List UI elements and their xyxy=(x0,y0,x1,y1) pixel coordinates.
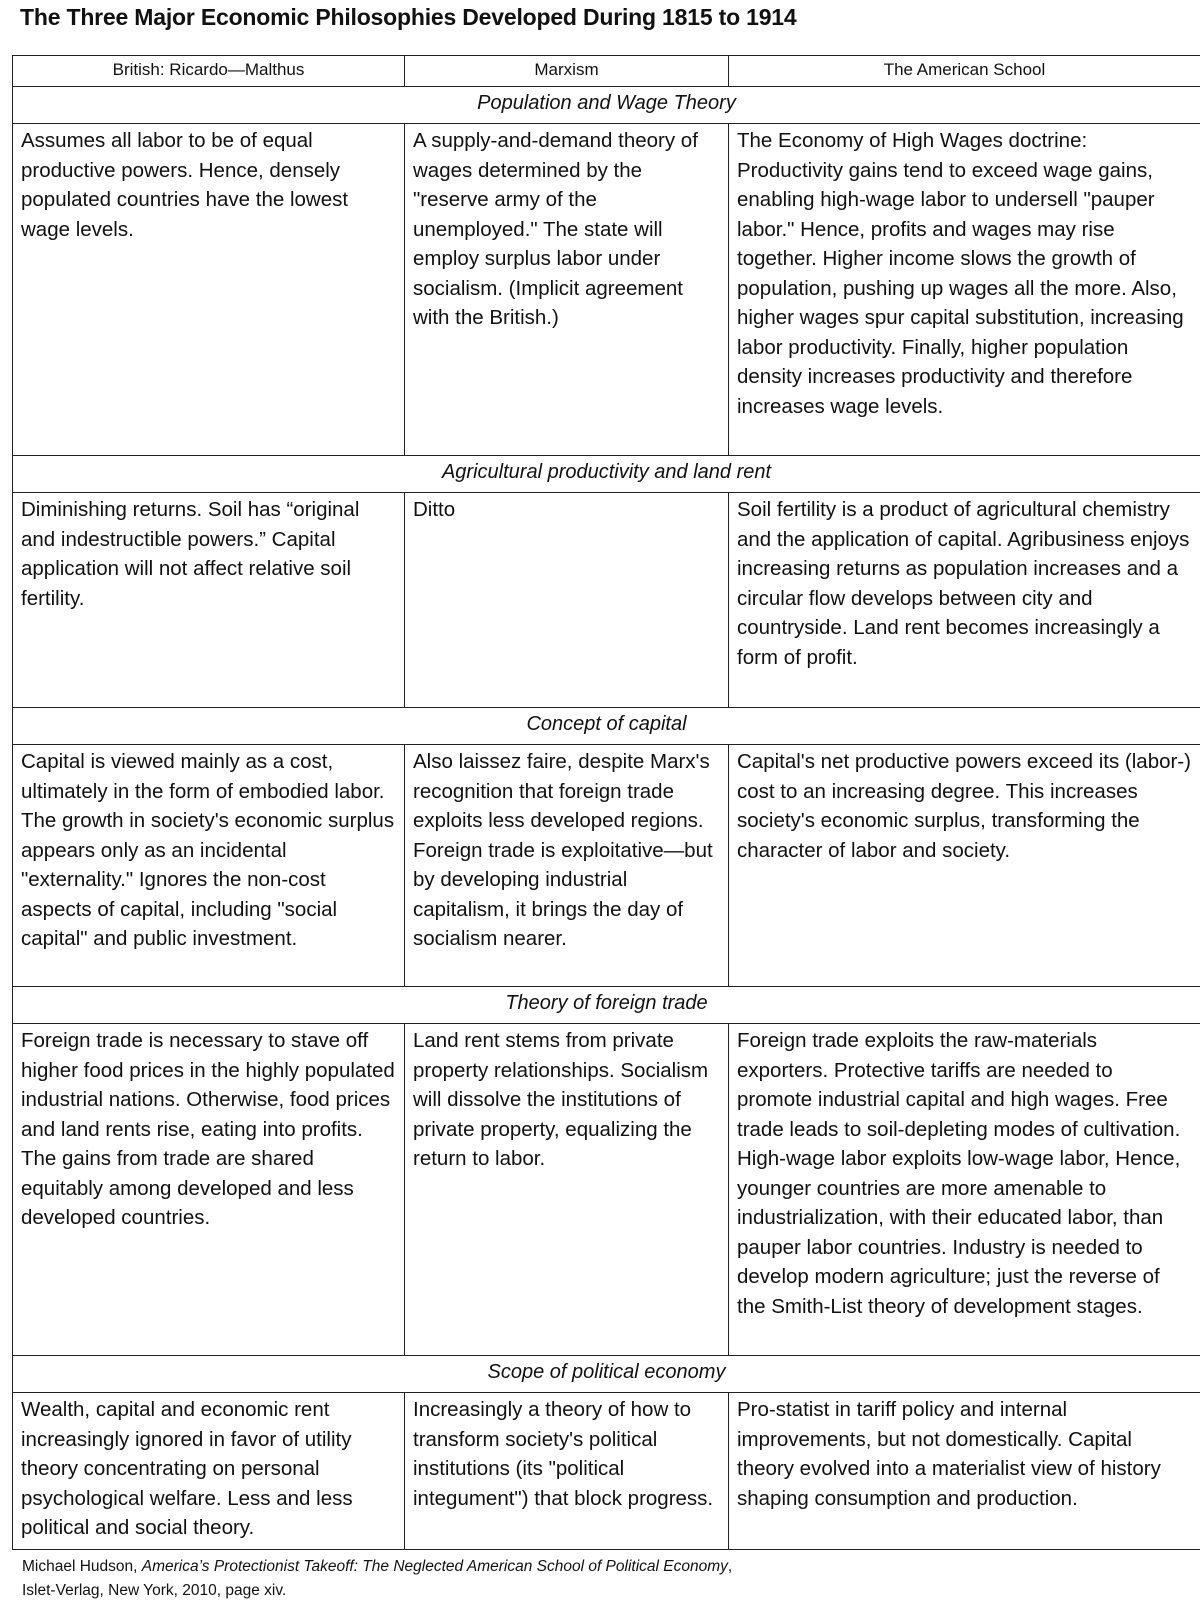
cell-marxism: Increasingly a theory of how to transform society's political institutions (its "political integument") that block progress. xyxy=(405,1393,729,1550)
cell-british: Assumes all labor to be of equal productive powers. Hence, densely populated countries have the lowest wage levels. xyxy=(13,124,405,456)
cell-marxism: Ditto xyxy=(405,493,729,708)
cell-marxism: Land rent stems from private property relationships. Socialism will dissolve the institutions of private property, equalizing the return to labor. xyxy=(405,1024,729,1356)
cell-american: Capital's net productive powers exceed its (labor-) cost to an increasing degree. This increases society's economic surplus, transforming the character of labor and society. xyxy=(729,745,1200,987)
citation-book-title: America’s Protectionist Takeoff: The Neglected American School of Political Economy xyxy=(142,1558,728,1575)
philosophies-table xyxy=(12,55,1200,1550)
section-heading-row xyxy=(13,987,1200,1024)
section-heading-row xyxy=(13,708,1200,745)
citation-footer xyxy=(22,1555,1182,1603)
section-heading-political-economy: Scope of political economy xyxy=(13,1356,1200,1393)
section-heading-row xyxy=(13,87,1200,124)
citation-publisher: Islet-Verlag, New York, 2010, page xiv. xyxy=(22,1582,286,1599)
column-header-american: The American School xyxy=(729,56,1200,87)
table-row xyxy=(13,493,1200,708)
section-heading-agriculture: Agricultural productivity and land rent xyxy=(13,456,1200,493)
column-header-marxism: Marxism xyxy=(405,56,729,87)
table-row xyxy=(13,124,1200,456)
section-heading-row xyxy=(13,456,1200,493)
cell-british: Capital is viewed mainly as a cost, ultimately in the form of embodied labor. The growth in society's economic surplus appears only as an incidental "externality." Ignores the non-cost aspects of capital, including "social capital" and public investment. xyxy=(13,745,405,987)
table-row xyxy=(13,1024,1200,1356)
citation-comma: , xyxy=(728,1558,732,1575)
column-header-british: British: Ricardo—Malthus xyxy=(13,56,405,87)
page-title: The Three Major Economic Philosophies Developed During 1815 to 1914 xyxy=(20,2,796,32)
cell-american: The Economy of High Wages doctrine: Productivity gains tend to exceed wage gains, enabling high-wage labor to undersell "pauper labor." Hence, profits and wages may rise together. Higher income slows the growth of population, pushing up wages all the more. Also, higher wages spur capital substitution, increasing labor productivity. Finally, higher population density increases productivity and therefore increases wage levels. xyxy=(729,124,1200,456)
cell-american: Soil fertility is a product of agricultural chemistry and the application of capital. Agribusiness enjoys increasing returns as population increases and a circular flow develops between city and countryside. Land rent becomes increasingly a form of profit. xyxy=(729,493,1200,708)
section-heading-row xyxy=(13,1356,1200,1393)
header-row xyxy=(13,56,1200,87)
cell-marxism: Also laissez faire, despite Marx's recognition that foreign trade exploits less developed regions. Foreign trade is exploitative—but by developing industrial capitalism, it brings the day of socialism nearer. xyxy=(405,745,729,987)
cell-british: Diminishing returns. Soil has “original and indestructible powers.” Capital application will not affect relative soil fertility. xyxy=(13,493,405,708)
section-heading-foreign-trade: Theory of foreign trade xyxy=(13,987,1200,1024)
cell-american: Pro-statist in tariff policy and internal improvements, but not domestically. Capital theory evolved into a materialist view of history shaping consumption and production. xyxy=(729,1393,1200,1550)
cell-british: Foreign trade is necessary to stave off higher food prices in the highly populated industrial nations. Otherwise, food prices and land rents rise, eating into profits. The gains from trade are shared equitably among developed and less developed countries. xyxy=(13,1024,405,1356)
table-row xyxy=(13,1393,1200,1550)
table-row xyxy=(13,745,1200,987)
section-heading-population-wage: Population and Wage Theory xyxy=(13,87,1200,124)
cell-marxism: A supply-and-demand theory of wages determined by the "reserve army of the unemployed." The state will employ surplus labor under socialism. (Implicit agreement with the British.) xyxy=(405,124,729,456)
citation-author: Michael Hudson, xyxy=(22,1558,142,1575)
cell-british: Wealth, capital and economic rent increasingly ignored in favor of utility theory concentrating on personal psychological welfare. Less and less political and social theory. xyxy=(13,1393,405,1550)
cell-american: Foreign trade exploits the raw-materials exporters. Protective tariffs are needed to promote industrial capital and high wages. Free trade leads to soil-depleting modes of cultivation. High-wage labor exploits low-wage labor, Hence, younger countries are more amenable to industrialization, with their educated labor, than pauper labor countries. Industry is needed to develop modern agriculture; just the reverse of the Smith-List theory of development stages. xyxy=(729,1024,1200,1356)
section-heading-capital: Concept of capital xyxy=(13,708,1200,745)
